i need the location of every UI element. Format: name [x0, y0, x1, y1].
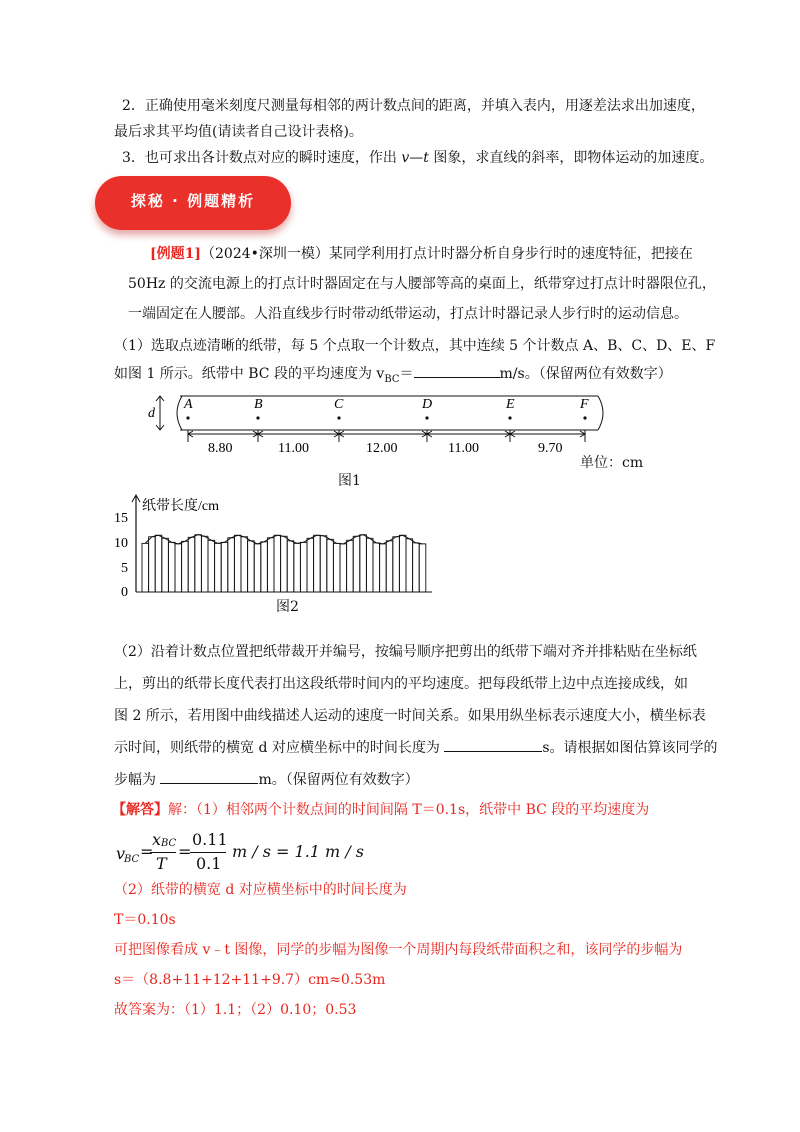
intro-line-2b: 最后求其平均值(请读者自己设计表格)。: [114, 124, 363, 140]
point-label-c: C: [334, 397, 344, 412]
q2-text-5: 步幅为: [114, 772, 161, 788]
bar-33: [353, 536, 360, 592]
point-label-e: E: [506, 397, 515, 412]
bar-31: [340, 544, 347, 592]
intro-dash: —: [409, 150, 424, 166]
bar-35: [366, 538, 373, 592]
formula-eq-2: =: [178, 842, 192, 861]
bar-4: [162, 538, 169, 592]
bar-1: [142, 543, 149, 592]
bar-2: [149, 537, 156, 592]
tape-left-end: [177, 396, 182, 430]
bar-19: [261, 542, 268, 592]
question-2-line-3: 图 2 所示，若用图中曲线描述人运动的速度一时间关系。如果用纵坐标表示速度大小，横坐标表: [114, 708, 706, 724]
q1-tail: m/s。（保留两位有效数字）: [499, 366, 672, 382]
bar-37: [380, 544, 387, 592]
chart-ylabel: 纸带长度/cm: [142, 499, 219, 514]
example-line-2: 50Hz 的交流电源上的打点计时器固定在与人腰部等高的桌面上，纸带穿过打点计时器限位孔，: [128, 276, 716, 292]
formula-x: x: [152, 830, 162, 849]
figure-1-caption: 图1: [338, 473, 361, 489]
q2-text-4: 示时间，则纸带的横宽 d 对应横坐标中的时间长度为: [114, 740, 445, 756]
formula-numerator: 0.11: [192, 830, 228, 849]
q1-text: 如图 1 所示。纸带中 BC 段的平均速度为 v: [114, 366, 385, 382]
formula-fraction-bar-1: [150, 852, 176, 853]
answer-line-6: 故答案为：（1）1.1；（2）0.10；0.53: [114, 1002, 357, 1018]
bar-14: [228, 538, 235, 592]
segment-ab: 8.80: [208, 441, 233, 456]
dot-f: [583, 416, 586, 419]
segment-bc: 11.00: [278, 441, 309, 456]
figure-1-unit: 单位：cm: [580, 455, 644, 471]
bar-8: [188, 537, 195, 592]
bar-24: [294, 543, 301, 592]
question-2-line-4: [114, 738, 718, 758]
bar-34: [360, 535, 367, 592]
answer-formula: [116, 832, 376, 876]
question-2-line-1: （2）沿着计数点位置把纸带裁开并编号，按编号顺序把剪出的纸带下端对齐并排粘贴在坐标纸: [114, 644, 697, 660]
intro-t: t: [423, 150, 429, 166]
tape-right-end: [598, 396, 603, 430]
bar-7: [182, 541, 189, 592]
intro-line-2a: 2．正确使用毫米刻度尺测量每相邻的两计数点间的距离，并填入表内，用逐差法求出加速度，: [122, 98, 705, 114]
segment-de: 11.00: [448, 441, 479, 456]
bar-26: [307, 538, 314, 592]
bar-5: [168, 542, 175, 592]
dot-a: [186, 416, 189, 419]
point-label-d: D: [422, 397, 433, 412]
bar-29: [327, 539, 334, 592]
formula-tail: m / s = 1.1 m / s: [232, 842, 364, 861]
point-label-b: B: [254, 397, 263, 412]
answer-line-1: [112, 800, 649, 820]
bar-42: [413, 543, 420, 592]
ytick-10: 10: [114, 536, 128, 551]
bar-12: [215, 543, 222, 592]
dot-c: [337, 416, 340, 419]
answer-blank-3[interactable]: [160, 783, 258, 784]
velocity-curve: [145, 535, 422, 544]
ytick-0: 0: [121, 585, 128, 600]
bar-11: [208, 540, 215, 592]
answer-line-5: s＝（8.8+11+12+11+9.7）cm≈0.53m: [114, 972, 386, 988]
bar-15: [234, 535, 241, 592]
intro-line-3-text: 3．也可求出各计数点对应的瞬时速度，作出: [122, 150, 402, 166]
question-2-line-2: 上，剪出的纸带长度代表打出这段纸带时间内的平均速度。把每段纸带上边中点连接成线，如: [114, 676, 688, 692]
bar-39: [393, 537, 400, 592]
bar-6: [175, 544, 182, 592]
bar-27: [314, 535, 321, 592]
example-tag: [例题1]: [150, 246, 201, 262]
q1-eq: ＝: [399, 366, 414, 382]
q1-subscript: BC: [384, 373, 400, 385]
formula-fraction-bar-2: [190, 852, 226, 853]
bar-3: [155, 535, 162, 592]
intro-v: v: [401, 150, 410, 166]
q2-tail-5: m。（保留两位有效数字）: [258, 772, 419, 788]
dot-e: [508, 416, 511, 419]
ytick-5: 5: [121, 561, 128, 576]
ytick-15: 15: [114, 511, 128, 526]
bar-23: [287, 541, 294, 592]
figure-2-caption: 图2: [276, 599, 299, 615]
bar-18: [254, 544, 261, 592]
bar-17: [248, 541, 255, 592]
tape-edges: [180, 396, 598, 430]
example-text-1: （2024•深圳一模）某同学利用打点计时器分析自身步行时的速度特征，把接在: [201, 246, 693, 262]
bar-21: [274, 535, 281, 592]
dot-d: [425, 416, 428, 419]
bar-10: [201, 536, 208, 592]
bar-43: [419, 544, 426, 592]
section-banner: [95, 176, 291, 230]
point-label-f: F: [580, 397, 589, 412]
banner-label: 探秘 · 例题精析: [130, 192, 256, 210]
question-1-line-a: （1）选取点迹清晰的纸带，每 5 个点取一个计数点，其中连续 5 个计数点 A、B、C、D、E、F: [114, 338, 716, 354]
bar-9: [195, 535, 202, 592]
example-line-3: 一端固定在人腰部。人沿直线步行时带动纸带运动，打点计时器记录人步行时的运动信息。: [128, 306, 688, 322]
d-label: d: [148, 406, 155, 421]
bar-20: [267, 538, 274, 592]
bar-40: [399, 535, 406, 592]
bar-41: [406, 539, 413, 592]
question-2-line-5: [114, 770, 419, 790]
answer-line-3: T＝0.10s: [114, 912, 176, 928]
bar-32: [347, 540, 354, 592]
dot-b: [256, 416, 259, 419]
answer-line-2: （2）纸带的横宽 d 对应横坐标中的时间长度为: [114, 882, 407, 898]
q2-tail-4: s。请根据如图估算该同学的: [542, 740, 718, 756]
bar-22: [281, 536, 288, 592]
formula-eq-1: =: [140, 842, 154, 861]
segment-cd: 12.00: [366, 441, 398, 456]
intro-line-3: [122, 148, 713, 168]
formula-v: v: [116, 844, 126, 863]
formula-v-sub: BC: [124, 854, 140, 865]
bar-16: [241, 537, 248, 592]
point-label-a: A: [184, 397, 193, 412]
answer-head: 【解答】: [112, 802, 168, 818]
answer-line-4: 可把图像看成 v﹣t 图像，同学的步幅为图像一个周期内每段纸带面积之和，该同学的步幅为: [114, 942, 683, 958]
bar-38: [386, 541, 393, 592]
formula-T: T: [156, 854, 167, 873]
bar-36: [373, 543, 380, 592]
answer-blank-2[interactable]: [444, 751, 542, 752]
formula-denominator: 0.1: [196, 854, 222, 873]
intro-line-3-tail: 图象，求直线的斜率，即物体运动的加速度。: [428, 150, 714, 166]
formula-x-sub: BC: [161, 838, 177, 849]
answer-blank-1[interactable]: [414, 377, 500, 378]
answer-text-1: 解：（1）相邻两个计数点间的时间间隔 T＝0.1s，纸带中 BC 段的平均速度为: [168, 802, 650, 818]
example-line-1: [150, 244, 693, 264]
bar-30: [333, 543, 340, 592]
bar-25: [300, 542, 307, 592]
segment-ef: 9.70: [538, 441, 563, 456]
bar-13: [221, 542, 228, 592]
bar-28: [320, 536, 327, 592]
